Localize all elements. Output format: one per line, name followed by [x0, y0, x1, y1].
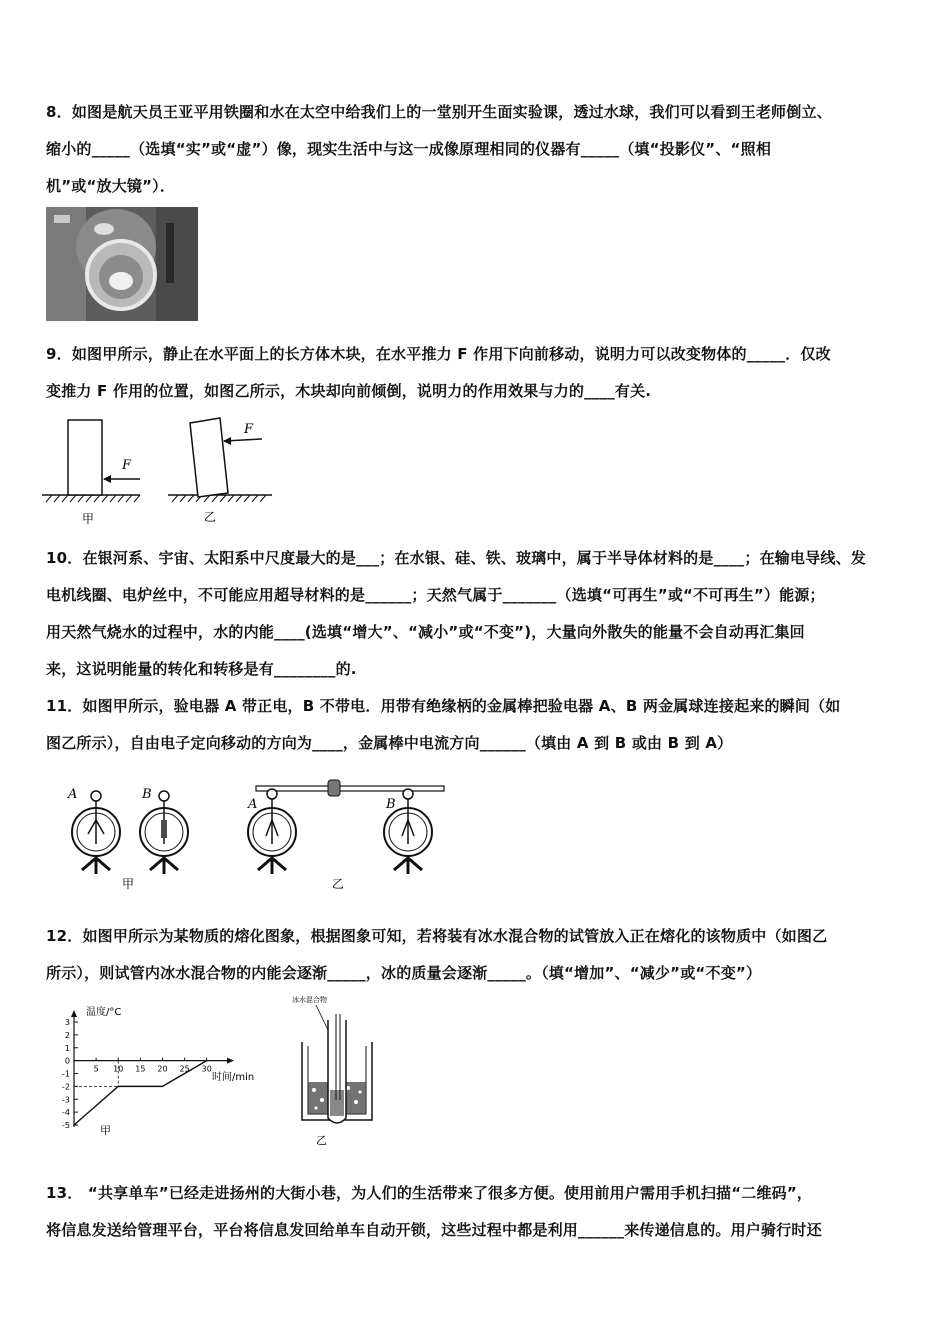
x-tick-label: 5 [93, 1064, 99, 1074]
y-tick-label: 0 [64, 1056, 70, 1066]
beaker-test-tube-figure [292, 990, 382, 1150]
astronaut-water-ball-photo [46, 207, 198, 321]
svg-text:A: A [68, 787, 78, 802]
x-tick-label: 25 [179, 1064, 190, 1074]
question-10 [46, 540, 906, 688]
x-tick-label: 30 [201, 1064, 212, 1074]
y-tick-label: -2 [62, 1082, 70, 1092]
caption-jia: 甲 [100, 1124, 111, 1137]
question-line: 电机线圈、电炉丝中，不可能应用超导材料的是______；天然气属于_______（选填“可再生”或“不可再生”）能源； [46, 586, 825, 604]
y-tick-label: -4 [62, 1108, 70, 1118]
question-line: 来，这说明能量的转化和转移是有________的. [46, 660, 357, 678]
question-line: 13． “共享单车”已经走进扬州的大街小巷，为人们的生活带来了很多方便。使用前用户需用手机扫描“二维码”， [46, 1184, 813, 1202]
x-axis-label: 时间/min [212, 1072, 255, 1083]
question-line: 机”或“放大镜”）． [46, 177, 176, 195]
question-11 [46, 688, 906, 762]
question-line: 图乙所示），自由电子定向移动的方向为____，金属棒中电流方向______（填由 A 到 B 或由 B 到 A） [46, 734, 733, 752]
question-line: 9．如图甲所示，静止在水平面上的长方体木块，在水平推力 F 作用下向前移动，说明力可以改变物体的_____．仅改 [46, 345, 831, 363]
y-axis-arrow [71, 1010, 77, 1017]
question-13 [46, 1175, 906, 1249]
caption-yi: 乙 [332, 877, 345, 891]
y-tick-label: -3 [62, 1095, 70, 1105]
beaker-label: 冰水混合物 [292, 996, 327, 1004]
electroscope-figure [60, 774, 450, 892]
y-tick-label: 1 [64, 1043, 70, 1053]
x-tick-label: 10 [113, 1064, 124, 1074]
question-line: 缩小的_____（选填“实”或“虚”）像，现实生活中与这一成像原理相同的仪器有_____（填“投影仪”、“照相 [46, 140, 772, 158]
force-label: F [122, 458, 132, 473]
data-point [206, 1060, 208, 1062]
insulating-handle [328, 780, 340, 796]
force-label: F [244, 422, 254, 437]
question-9 [46, 336, 906, 410]
caption-jia: 甲 [82, 512, 95, 526]
question-line: 11．如图甲所示，验电器 A 带正电，B 不带电．用带有绝缘柄的金属棒把验电器 A、B 两金属球连接起来的瞬间（如 [46, 697, 841, 715]
caption-yi: 乙 [316, 1134, 327, 1147]
question-line: 所示），则试管内冰水混合物的内能会逐渐_____，冰的质量会逐渐_____。（填“增加”、“减少”或“不变”） [46, 964, 762, 982]
question-line: 将信息发送给管理平台，平台将信息发回给单车自动开锁，这些过程中都是利用______来传递信息的。用户骑行时还 [46, 1221, 822, 1239]
force-block-figure [40, 415, 280, 527]
y-axis-label: 温度/°C [86, 1007, 122, 1018]
question-line: 8．如图是航天员王亚平用铁圈和水在太空中给我们上的一堂别开生面实验课，透过水球，我们可以看到王老师倒立、 [46, 103, 832, 121]
connected-electroscopes [247, 780, 444, 874]
svg-text:B: B [142, 787, 152, 802]
data-point [162, 1086, 164, 1088]
y-tick-label: -1 [62, 1069, 70, 1079]
question-line: 用天然气烧水的过程中，水的内能____(选填“增大”、“减小”或“不变”)，大量向外散失的能量不会自动再汇集回 [46, 623, 805, 641]
y-tick-label: 2 [64, 1030, 70, 1040]
electroscope-b [140, 787, 188, 874]
question-line: 10．在银河系、宇宙、太阳系中尺度最大的是___；在水银、硅、铁、玻璃中，属于半导体材料的是____；在输电导线、发 [46, 549, 866, 567]
data-point [73, 1124, 75, 1126]
metal-rod [256, 786, 444, 791]
x-axis-arrow [227, 1058, 234, 1064]
question-8 [46, 94, 906, 205]
caption-yi: 乙 [204, 510, 217, 524]
x-tick-label: 20 [157, 1064, 168, 1074]
svg-text:A: A [248, 797, 258, 812]
tilted-wood-block [190, 418, 228, 497]
x-tick-label: 15 [135, 1064, 146, 1074]
caption-jia: 甲 [122, 877, 135, 891]
melting-curve-chart [40, 1000, 270, 1140]
question-line: 12．如图甲所示为某物质的熔化图象，根据图象可知，若将装有冰水混合物的试管放入正在熔化的该物质中（如图乙 [46, 927, 828, 945]
question-12 [46, 918, 906, 992]
data-point [117, 1086, 119, 1088]
question-line: 变推力 F 作用的位置，如图乙所示，木块却向前倾倒，说明力的作用效果与力的____有关. [46, 382, 652, 400]
wood-block [68, 420, 102, 495]
electroscope-a [67, 787, 120, 874]
y-tick-label: -5 [62, 1121, 70, 1130]
svg-text:B: B [386, 797, 396, 812]
y-tick-label: 3 [64, 1018, 70, 1027]
